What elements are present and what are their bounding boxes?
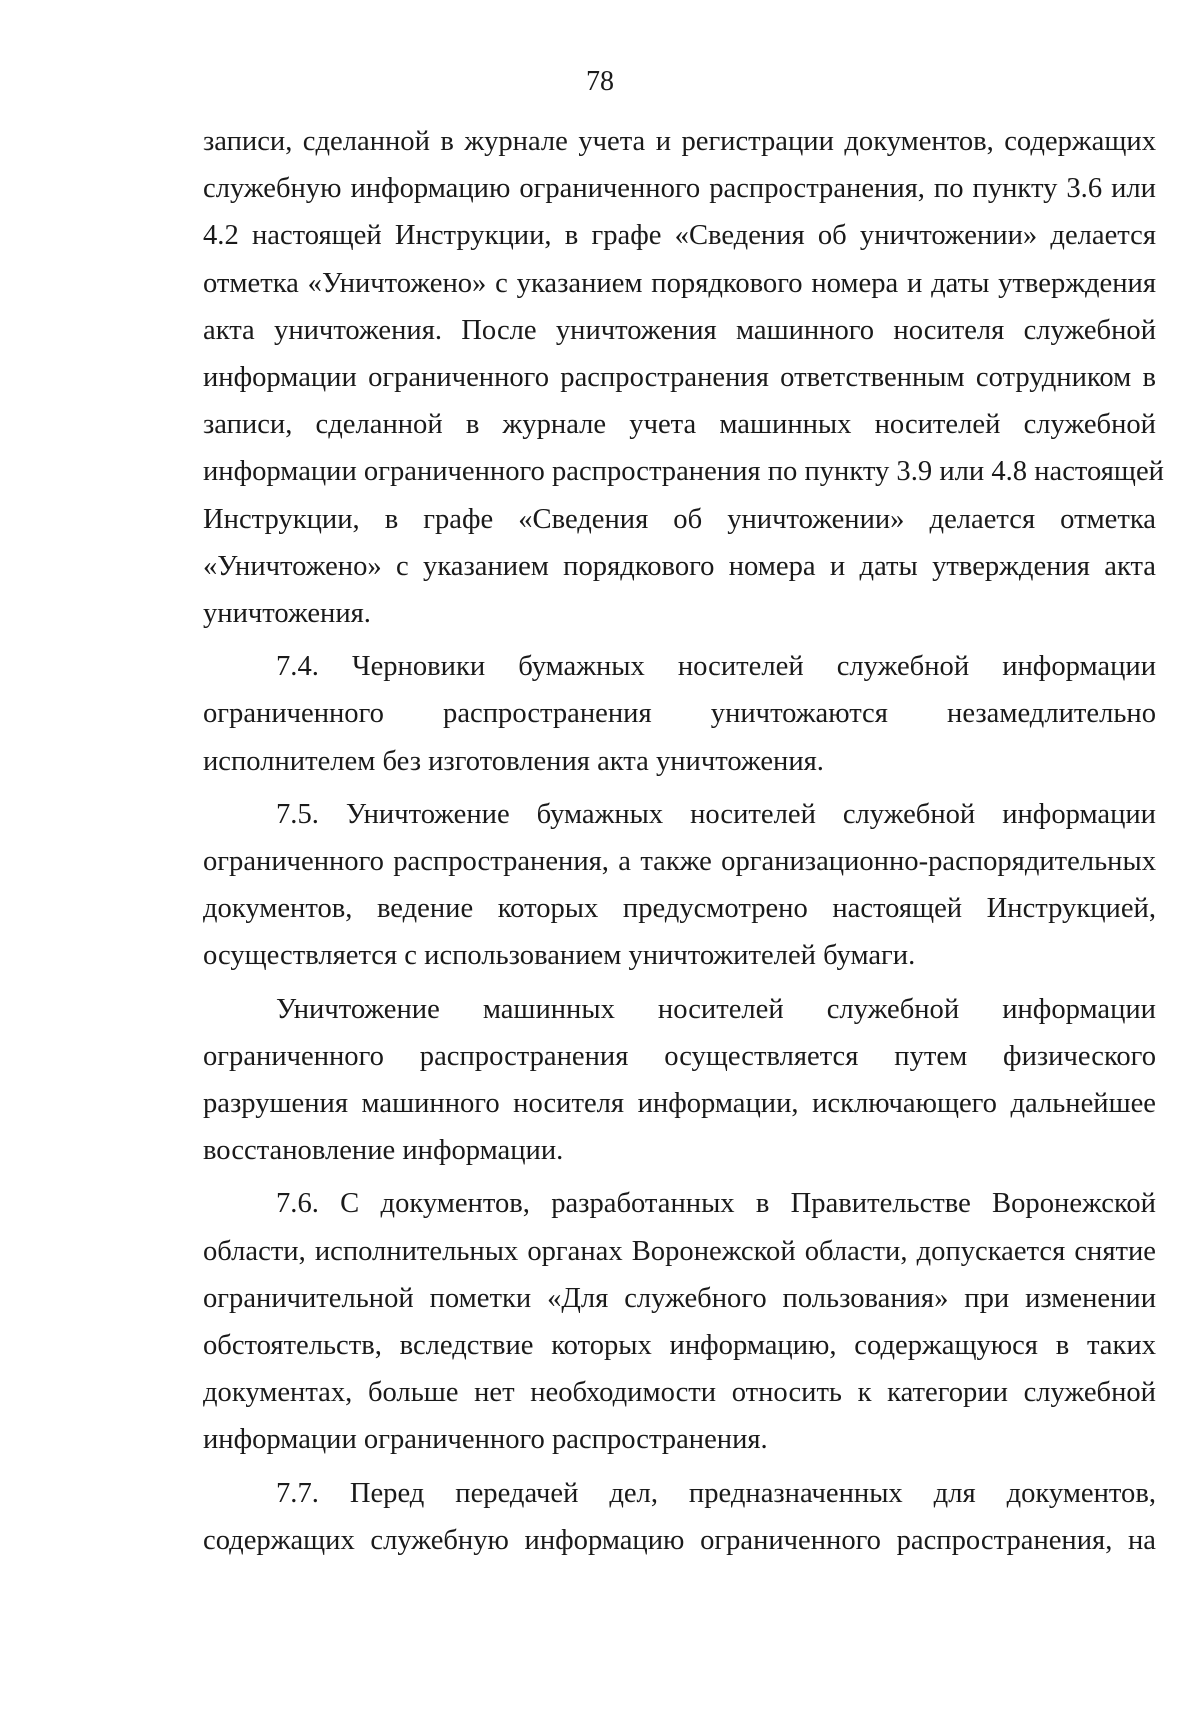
text-line: восстановление информации.	[203, 1135, 564, 1167]
text-line: отметка «Уничтожено» с указанием порядкового номера и даты утверждения	[203, 267, 1156, 299]
text-line: исполнителем без изготовления акта уничтожения.	[203, 745, 824, 777]
text-line: 7.4. Черновики бумажных носителей служебной информации	[276, 651, 1156, 683]
text-line: ограничительной пометки «Для служебного пользования» при изменении	[203, 1282, 1156, 1314]
text-line: записи, сделанной в журнале учета и регистрации документов, содержащих	[203, 126, 1156, 157]
text-line: информации ограниченного распространения ответственным сотрудником в	[203, 362, 1156, 394]
text-line: ограниченного распространения, а также организационно-распорядительных	[203, 846, 1156, 878]
paragraph-7-4	[203, 643, 1156, 785]
text-line: Уничтожение машинных носителей служебной информации	[276, 993, 1156, 1025]
text-line: содержащих служебную информацию ограниченного распространения, на	[203, 1524, 1156, 1556]
paragraph-continuation	[203, 118, 1164, 637]
text-line: документов, ведение которых предусмотрено настоящей Инструкцией,	[203, 893, 1156, 925]
text-line: 7.7. Перед передачей дел, предназначенных для документов,	[276, 1477, 1156, 1509]
paragraph-7-7	[203, 1470, 1156, 1564]
text-line: документах, больше нет необходимости относить к категории служебной	[203, 1377, 1156, 1409]
paragraph-7-5	[203, 791, 1156, 980]
text-line: осуществляется с использованием уничтожителей бумаги.	[203, 940, 916, 972]
text-line: Инструкции, в графе «Сведения об уничтожении» делается отметка	[203, 503, 1156, 535]
text-line: «Уничтожено» с указанием порядкового номера и даты утверждения акта	[203, 550, 1156, 582]
text-line: записи, сделанной в журнале учета машинных носителей служебной	[203, 409, 1156, 441]
text-line: информации ограниченного распространения.	[203, 1424, 768, 1456]
text-line: акта уничтожения. После уничтожения машинного носителя служебной	[203, 314, 1156, 346]
text-line: информации ограниченного распространения по пункту 3.9 или 4.8 настоящей	[203, 456, 1164, 488]
text-line: ограниченного распространения уничтожаются незамедлительно	[203, 698, 1156, 730]
text-line: разрушения машинного носителя информации, исключающего дальнейшее	[203, 1088, 1156, 1120]
text-line: обстоятельств, вследствие которых информацию, содержащуюся в таких	[203, 1330, 1156, 1362]
text-line: 7.6. С документов, разработанных в Правительстве Воронежской	[276, 1188, 1156, 1220]
text-line: 4.2 настоящей Инструкции, в графе «Сведения об уничтожении» делается	[203, 220, 1156, 252]
page-number: 78	[586, 66, 614, 97]
text-line: служебную информацию ограниченного распространения, по пункту 3.6 или	[203, 173, 1156, 205]
paragraph-machine-media	[203, 986, 1156, 1175]
text-line: области, исполнительных органах Воронежской области, допускается снятие	[203, 1235, 1156, 1267]
text-line: ограниченного распространения осуществляется путем физического	[203, 1040, 1156, 1072]
text-line: 7.5. Уничтожение бумажных носителей служебной информации	[276, 798, 1156, 830]
text-line: уничтожения.	[203, 598, 371, 630]
document-body	[203, 118, 1164, 1564]
paragraph-7-6	[203, 1180, 1156, 1463]
